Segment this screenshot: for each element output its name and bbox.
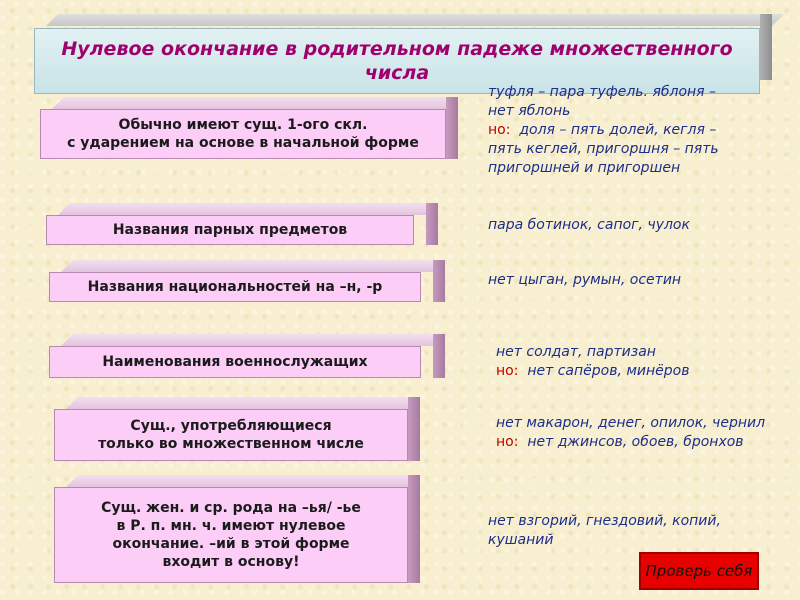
rule-6-line-4: входит в основу! bbox=[162, 554, 300, 570]
example-line: нет яблонь bbox=[488, 103, 571, 119]
title-line-1: Нулевое окончание в родительном падеже множественного bbox=[61, 38, 733, 60]
example-line: пять кеглей, пригоршня – пять bbox=[488, 141, 719, 157]
examples-6 bbox=[488, 512, 721, 550]
example-line: кушаний bbox=[488, 532, 554, 548]
example-line: нет цыган, румын, осетин bbox=[488, 272, 682, 288]
example-line: но: нет сапёров, минёров bbox=[496, 363, 690, 379]
rule-6-line-2: в Р. п. мн. ч. имеют нулевое bbox=[116, 518, 346, 534]
example-line: нет макарон, денег, опилок, чернил bbox=[496, 415, 766, 431]
examples-4 bbox=[496, 343, 690, 381]
example-line: нет солдат, партизан bbox=[496, 344, 656, 360]
rule-1-line-2: с ударением на основе в начальной форме bbox=[67, 135, 419, 151]
examples-3 bbox=[488, 271, 681, 290]
but-label: но: bbox=[496, 434, 519, 450]
example-line: нет взгорий, гнездовий, копий, bbox=[488, 513, 721, 529]
title-line-2: числа bbox=[364, 62, 430, 84]
rule-6-line-3: окончание. –ий в этой форме bbox=[112, 536, 350, 552]
but-label: но: bbox=[496, 363, 519, 379]
example-line: но: нет джинсов, обоев, бронхов bbox=[496, 434, 744, 450]
rule-6-line-1: Сущ. жен. и ср. рода на –ья/ -ье bbox=[101, 500, 361, 516]
rule-5-line-1: Сущ., употребляющиеся bbox=[130, 418, 332, 434]
rule-3-line-1: Названия национальностей на –н, -р bbox=[87, 279, 383, 295]
title-box bbox=[34, 14, 772, 84]
check-yourself-button[interactable]: Проверь себя bbox=[639, 552, 759, 590]
examples-5 bbox=[496, 414, 796, 452]
examples-1 bbox=[488, 83, 778, 178]
rule-4-line-1: Наименования военнослужащих bbox=[102, 354, 368, 370]
but-label: но: bbox=[488, 122, 511, 138]
rule-5-line-2: только во множественном числе bbox=[98, 436, 364, 452]
examples-2 bbox=[488, 216, 690, 235]
example-line: но: доля – пять долей, кегля – bbox=[488, 122, 717, 138]
example-line: пара ботинок, сапог, чулок bbox=[488, 217, 690, 233]
example-line: пригоршней и пригоршен bbox=[488, 160, 681, 176]
rule-1-line-1: Обычно имеют сущ. 1-ого скл. bbox=[118, 117, 368, 133]
rule-2-line-1: Названия парных предметов bbox=[112, 222, 348, 238]
example-line: туфля – пара туфель. яблоня – bbox=[488, 84, 717, 100]
